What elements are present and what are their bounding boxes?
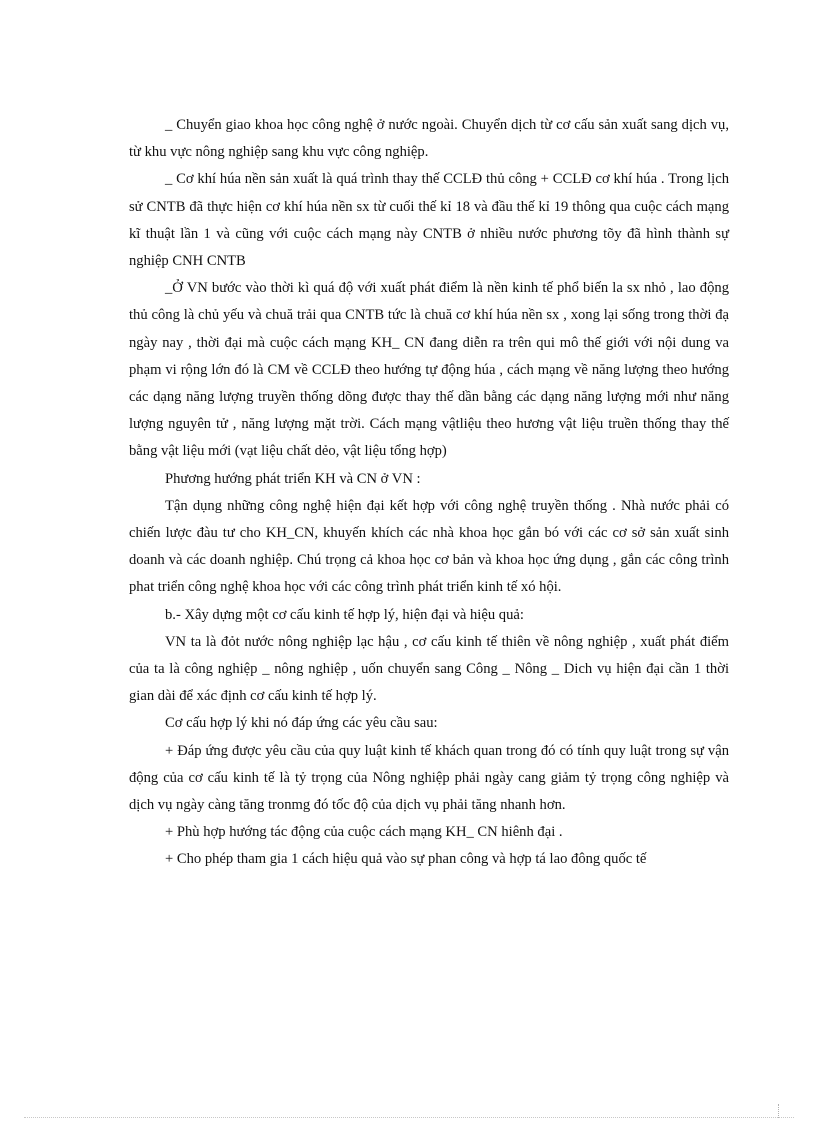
paragraph-development-direction: Tận dụng những công nghệ hiện đại kết hợp với công nghệ truyền thống . Nhà nước phải có chiến lược đàu tư cho KH_CN, khuyến khích các nhà khoa học gắn bó với các cơ sở sản xuất sinh doanh và các doanh nghiệp. Chú trọng cả khoa học cơ bản và khoa học ứng dụng , gắn các công trình phat triển công nghệ khoa học với các công trình phát triển kinh tế xó hội. (129, 497, 729, 596)
document-body (129, 112, 729, 874)
section-heading-economic-structure: b.- Xây dựng một cơ cấu kinh tế hợp lý, hiện đại và hiệu quả: (165, 606, 524, 623)
page-corner-mark (778, 1104, 793, 1118)
paragraph-mechanization: _ Cơ khí húa nền sản xuất là quá trình thay thế CCLĐ thủ công + CCLĐ cơ khí húa . Trong lịch sử CNTB đã thực hiện cơ khí húa nền sx từ cuối thế kỉ 18 và đầu thế kỉ 19 thông qua cuộc cách mạng kĩ thuật lần 1 và cũng với cuộc cách mạng này CNTB ở nhiều nước phương tõy đã hình thành sự nghiệp CNH CNTB (129, 171, 729, 270)
paragraph-requirements-intro: Cơ cấu hợp lý khi nó đáp ứng các yêu cầu sau: (165, 715, 438, 732)
paragraph-technology-transfer: _ Chuyển giao khoa học công nghệ ở nước ngoài. Chuyển dịch từ cơ cấu sản xuất sang dịch vụ, từ khu vực nông nghiệp sang khu vực công nghiệp. (129, 117, 729, 161)
paragraph-vietnam-context: _Ở VN bước vào thời kì quá độ với xuất phát điểm là nền kinh tế phổ biến la sx nhỏ , lao động thủ công là chủ yếu và chuă trải qua CNTB tức là chuă cơ khí húa nền sx , xong lại sống trong thời đạ ngày nay , thời đại mà cuộc cách mạng KH_ CN đang diễn ra trên qui mô thế giới với nội dung va phạm vi rộng lớn đó là CM về CCLĐ theo hướng tự động húa , cách mạng về năng lượng theo hướng các dạng năng lượng truyền thống dõng được thay thế dần bằng các dạng năng lượng mới như năng lượng nguyên tử , năng lượng mặt trời. Cách mạng vậtliệu theo hương vật liệu truền thống thay thế bằng vật liệu mới (vạt liệu chất dẻo, vật liệu tổng hợp) (129, 280, 729, 460)
paragraph-agricultural-country: VN ta là đỏt nước nông nghiệp lạc hậu , cơ cấu kinh tế thiên về nông nghiệp , xuất phát điểm của ta là công nghiệp _ nông nghiệp , uốn chuyển sang Công _ Nông _ Dich vụ hiện đại cần 1 thời gian dài để xác định cơ cấu kinh tế hợp lý. (129, 633, 729, 705)
list-item-international-cooperation: + Cho phép tham gia 1 cách hiệu quả vào sự phan công và hợp tá lao đông quốc tế (165, 851, 647, 868)
list-item-objective-laws: + Đáp ứng được yêu cầu của quy luật kinh tế khách quan trong đó có tính quy luật trong sự vận động của cơ cấu kinh tế là tỷ trọng của Nông nghiệp phải ngày cang giảm tỷ trọng công nghiệp và dịch vụ ngày càng tăng tronmg đó tốc độ của dịch vụ phải tăng nhanh hơn. (129, 742, 729, 814)
page-bottom-dotted-rule (24, 1117, 794, 1118)
list-item-revolution-direction: + Phù hợp hướng tác động của cuộc cách mạng KH_ CN hiênh đại . (165, 824, 563, 841)
paragraph-development-direction-heading: Phương hướng phát triển KH và CN ở VN : (165, 470, 421, 487)
